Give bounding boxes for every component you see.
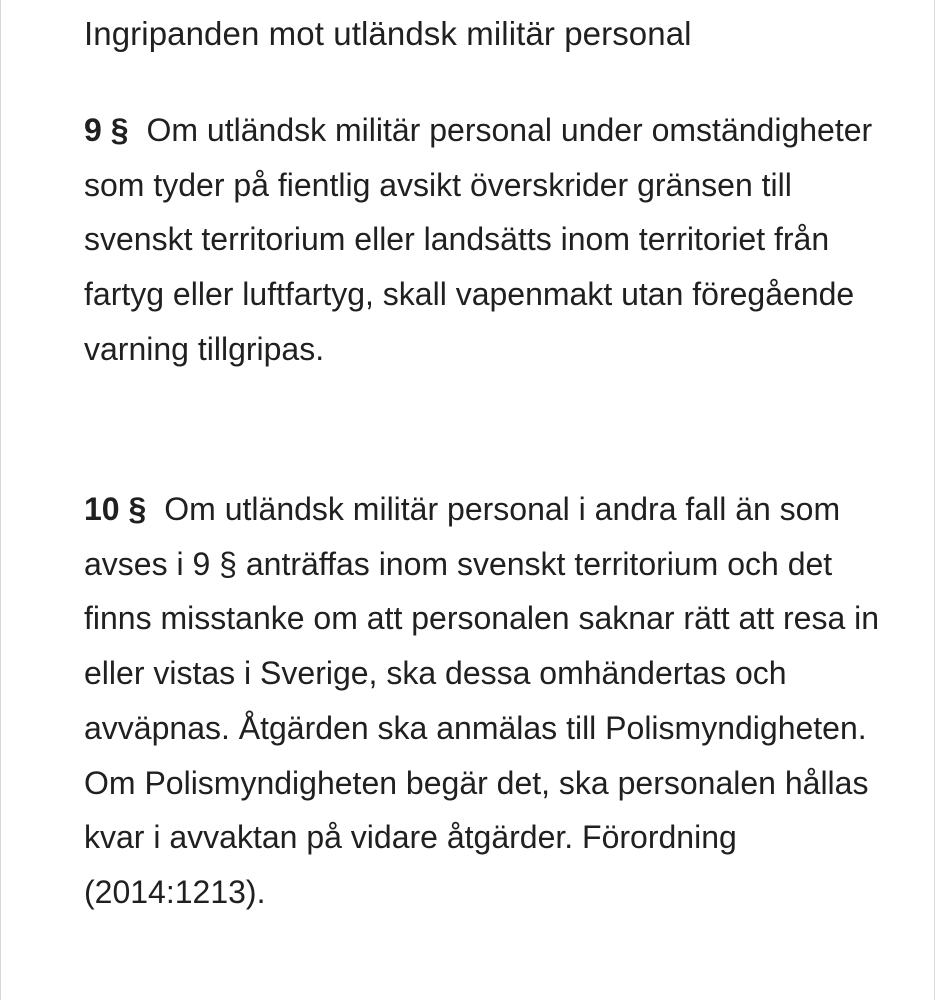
paragraph-text: Om utländsk militär personal under omständigheter som tyder på fientlig avsikt överskrider gränsen till svenskt territorium eller landsätts inom territoriet från fartyg eller luftfartyg, skall vapenmakt utan föregående varning tillgripas. [84,112,873,367]
paragraph-number: 9 § [84,112,129,148]
paragraph-number: 10 § [84,491,147,527]
paragraph-9 [84,103,894,377]
paragraph-10 [84,482,894,920]
left-border [0,0,1,1000]
section-heading: Ingripanden mot utländsk militär personal [84,15,692,52]
paragraph-text: Om utländsk militär personal i andra fall än som avses i 9 § anträffas inom svenskt territorium och det finns misstanke om att personalen saknar rätt att resa in eller vistas i Sverige, ska dessa omhändertas och avväpnas. Åtgärden ska anmälas till Polismyndigheten. Om Polismyndigheten begär det, ska personalen hållas kvar i avvaktan på vidare åtgärder. Förordning (2014:1213). [84,491,880,910]
right-border [934,0,935,1000]
